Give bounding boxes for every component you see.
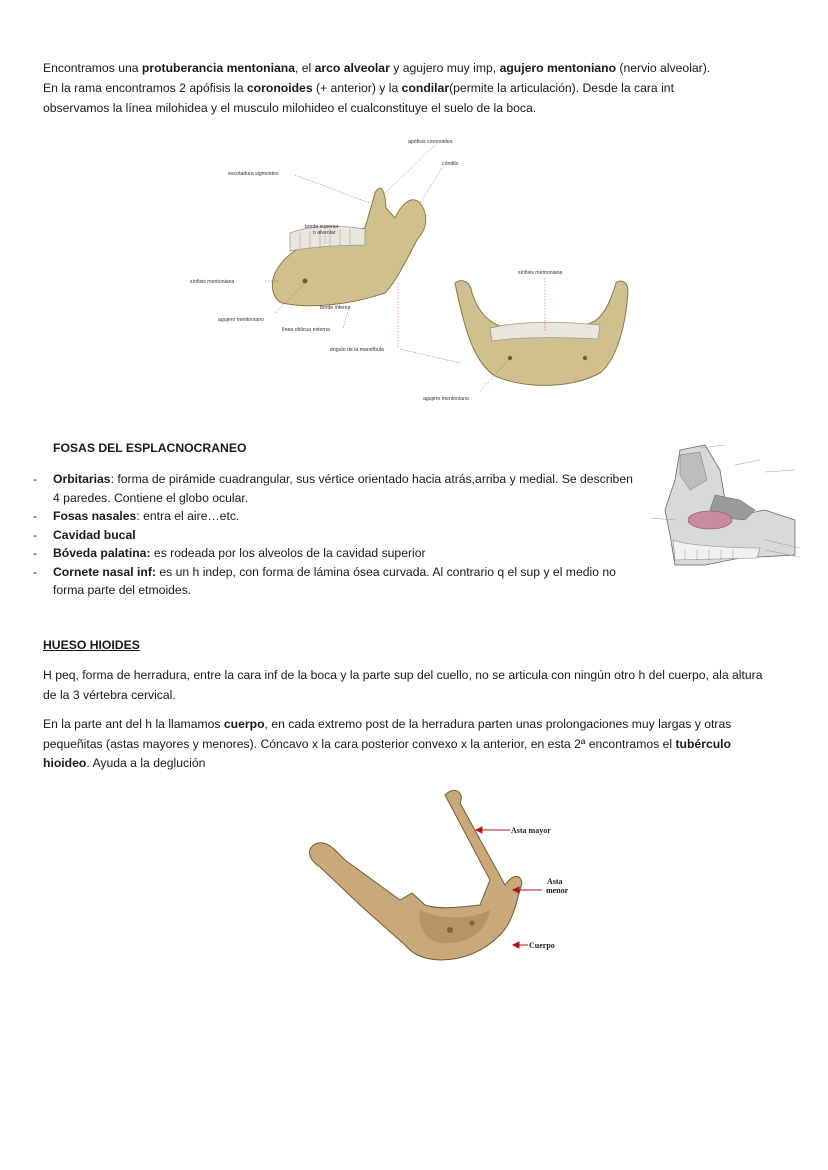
bullet-dash: - [33,546,38,560]
intro-line-3: observamos la línea milohidea y el musculo milohideo el cualconstituye el suelo de la boca. [43,101,537,115]
label-cuerpo: Cuerpo [529,941,555,950]
text: y agujero muy imp, [389,61,500,75]
bullet-dash: - [33,472,38,486]
text: (nervio alveolar). [616,61,711,75]
label-condilo: cóndilo [442,161,459,167]
intro-line-1 [43,59,783,79]
bold-term: Cornete nasal inf: [53,564,156,579]
list-item [33,470,643,507]
hioides-paragraph-1: H peq, forma de herradura, entre la cara inf de la boca y la parte sup del cuello, no se articula con ningún otro h del cuerpo, ala altura de la 3 vértebra cervical. [43,668,763,702]
hioides-paragraph-2 [43,715,778,774]
label-o-alveolar: o alveolar [313,230,336,236]
text: (permite la articulación). Desde la cara int [449,81,674,95]
label-angulo-mandibula: ángulo de la mandíbula [330,347,384,353]
mandible-illustration [180,133,640,408]
bold-term: tubérculo hioideo [43,736,732,770]
label-escotadura-sigmoides: escotadura sigmoides [228,171,279,177]
bold-term: Bóveda palatina: [53,546,151,560]
bold-term: Cavidad bucal [53,527,136,542]
bold-term: protuberancia mentoniana [141,61,295,75]
bold-term: cuerpo [223,717,265,731]
label-asta: Asta [547,877,563,886]
text: es rodeada por los alveolos de la cavidad superior [150,546,426,560]
bold-term: Fosas nasales [53,509,137,523]
text: es un h indep, con forma de lámina ósea curvada. Al contrario q el sup y el medio no forma parte del etmoides. [53,564,616,597]
text: . Ayuda a la deglución [86,756,206,770]
label-agujero-mentoniano-left: agujero mentoniano [218,317,264,323]
text: En la parte ant del h la llamamos [43,717,224,731]
section-title-hioides: HUESO HIOIDES [43,638,140,652]
label-borde-superior: borde superior [305,224,339,230]
fosas-list [33,470,643,600]
label-apofisis-coronoides: apófisis coronoides [408,139,453,145]
label-menor: menor [546,886,569,895]
label-asta-mayor: Asta mayor [511,826,551,835]
label-agujero-mentoniano-right: agujero mentoniano [423,396,469,402]
label-sinfisis-mentoniana-right: sínfisis mentoniana [518,270,563,276]
bold-term: condilar [401,81,450,95]
label-sinfisis-mentoniana-left: sínfisis mentoniana [190,279,235,285]
text: En la rama encontramos 2 apófisis la [43,81,247,95]
text: Encontramos una [43,61,142,75]
bold-term: agujero mentoniano [499,61,617,75]
text: , el [294,61,315,75]
hyoid-bone-illustration [300,785,600,970]
text: : forma de pirámide cuadrangular, sus vértice orientado hacia atrás,arriba y medial. Se describen 4 paredes. Contiene el globo ocular. [53,472,633,505]
label-borde-inferior: borde inferior [320,305,351,311]
text: , en cada extremo post de la herradura parten unas prolongaciones muy largas y otras pequeñitas (astas mayores y menores). Cóncavo x la cara posterior convexo x la anterior, en esta 2ª encontramos el [43,717,732,751]
list-item [33,526,643,545]
bold-term: coronoides [246,81,313,95]
label-linea-oblicua-externa: línea oblicua externa [282,327,330,333]
intro-line-2 [43,79,783,99]
text: (+ anterior) y la [312,81,402,95]
bullet-dash: - [33,564,38,579]
bullet-dash: - [33,527,38,542]
bold-term: Orbitarias [53,472,111,486]
bullet-dash: - [33,509,38,523]
section-title-fosas: FOSAS DEL ESPLACNOCRANEO [53,441,247,455]
bold-term: arco alveolar [314,61,390,75]
skull-sagittal-illustration [645,440,805,580]
list-item [33,507,643,526]
text: : entra el aire…etc. [136,509,240,523]
list-item [33,544,643,563]
list-item [33,563,643,600]
